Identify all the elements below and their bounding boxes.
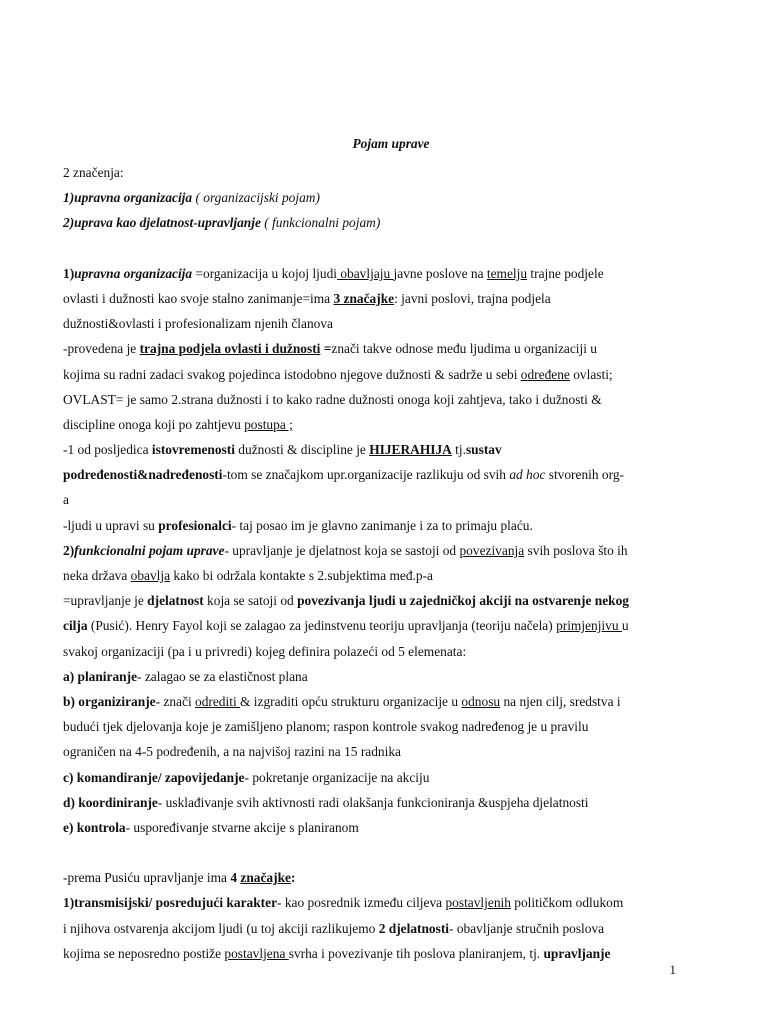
text-run: javne poslove na [393, 265, 487, 281]
text-run: -provedena je [63, 341, 140, 357]
text-line [63, 462, 719, 487]
text-run: i njihova ostvarenja akcijom ljudi (u toj akciji razlikujemo [63, 920, 379, 936]
text-line [63, 765, 719, 790]
text-run: znači takve odnose među ljudima u organizaciji u [331, 341, 597, 357]
text-run: ovlasti; [569, 366, 613, 382]
text-run: neka država [63, 568, 131, 583]
text-run: obavlja [130, 568, 171, 583]
text-run: povezivanja [459, 542, 525, 558]
text-run: 2)uprava kao djelatnost-upravljanje [63, 215, 261, 231]
text-run: - znači [155, 693, 196, 709]
text-line [63, 437, 719, 462]
text-run: a [63, 492, 69, 508]
text-line [63, 664, 719, 689]
text-run: : [290, 870, 296, 886]
text-run: : javni poslovi, trajna podjela [394, 290, 551, 306]
text-run: određene [520, 366, 570, 382]
text-run: kojima su radni zadaci svakog pojedinca istodobno njegove dužnosti & sadrže u sebi [63, 366, 521, 382]
text-line [63, 185, 719, 210]
text-run: upravljanje [543, 945, 611, 961]
text-run: kojima se neposredno postiže [63, 945, 225, 961]
text-run: temelju [486, 265, 528, 281]
text-run: c) komandiranje/ zapovijedanje [63, 769, 245, 785]
text-run: u [621, 618, 629, 634]
text-run: - uspoređivanje stvarne akcije s planiranom [125, 819, 359, 835]
text-line [63, 387, 719, 412]
text-run: svih poslova što ih [524, 542, 628, 558]
text-run: stvorenih org- [545, 467, 624, 483]
text-run: =organizacija u kojoj ljudi [192, 265, 337, 281]
text-run: političkom odlukom [510, 895, 624, 911]
text-run: 2) [63, 542, 75, 558]
text-run: trajne podjele [527, 265, 604, 281]
text-run: a) planiranje [63, 668, 138, 684]
text-line [63, 336, 719, 361]
text-line [63, 160, 719, 185]
text-line [63, 865, 719, 890]
text-run: 2 značenja: [63, 165, 124, 180]
text-line [63, 563, 719, 588]
text-run: na njen cilj, sredstva i [500, 693, 621, 709]
text-line [63, 487, 719, 512]
text-run: 2 djelatnosti [378, 920, 450, 936]
text-run: - zalagao se za elastičnost plana [137, 668, 308, 684]
text-run: upravna organizacija [74, 265, 193, 281]
text-line [63, 261, 719, 286]
text-run: 1)upravna organizacija [63, 190, 193, 206]
text-run: 4 [230, 870, 241, 886]
blank-line [63, 840, 719, 865]
text-run: sustav [465, 442, 502, 458]
page-title: Pojam uprave [352, 136, 430, 151]
text-line [63, 639, 719, 664]
text-line [63, 538, 719, 563]
text-run: 3 značajke [333, 290, 395, 306]
text-run: b) organiziranje [63, 693, 156, 709]
text-run: - obavljanje stručnih poslova [449, 920, 605, 936]
text-line [63, 412, 719, 437]
text-run: kako bi održala kontakte s 2.subjektima međ.p-a [170, 568, 433, 583]
document-body [63, 133, 719, 966]
text-lines [63, 160, 719, 966]
text-run: trajna podjela ovlasti i dužnosti [139, 341, 321, 357]
text-run: ad hoc [509, 467, 546, 483]
blank-line [63, 236, 719, 261]
text-run: tj. [451, 442, 466, 458]
text-run: - pokretanje organizacije na akciju [244, 769, 430, 785]
text-run: - taj posao im je glavno zanimanje i za to primaju plaću. [231, 517, 533, 533]
text-run: 1)transmisijski/ posredujući karakter [63, 895, 278, 911]
text-run: odnosu [461, 693, 501, 709]
text-run: odrediti [195, 693, 241, 709]
text-line [63, 916, 719, 941]
text-line [63, 311, 719, 336]
text-run: cilja [63, 618, 88, 634]
text-run: = [320, 341, 332, 357]
text-run: - kao posrednik između ciljeva [277, 895, 446, 911]
text-line [63, 815, 719, 840]
text-run: profesionalci [158, 517, 232, 533]
text-line [63, 210, 719, 235]
text-run: ovlasti i dužnosti kao svoje stalno zanimanje=ima [63, 290, 334, 306]
text-run: istovremenosti [151, 442, 235, 458]
text-run: dužnosti&ovlasti i profesionalizam njenih članova [63, 316, 333, 332]
text-run: postavljenih [445, 895, 511, 911]
page-number: 1 [669, 962, 676, 977]
text-run: primjenjivu [556, 618, 622, 634]
text-run: & izgraditi opću strukturu organizacije u [240, 693, 462, 709]
text-run: -prema Pusiću upravljanje ima [63, 870, 231, 886]
text-run: koja se satoji od [203, 593, 298, 609]
text-run: ( organizacijski pojam) [192, 190, 320, 206]
text-run: povezivanja ljudi u zajedničkoj akciji na ostvarenje nekog [297, 593, 629, 609]
text-run: d) koordiniranje [63, 794, 158, 810]
text-run: budući tjek djelovanja koje je zamišljeno planom; raspon kontrole svakog nadređenog je u pravilu [63, 719, 589, 735]
text-run: 1) [63, 265, 75, 281]
text-run: postavljena [224, 945, 289, 961]
text-run: djelatnost [147, 593, 204, 609]
text-run: -1 od posljedica [63, 442, 152, 458]
text-run: OVLAST= je samo 2.strana dužnosti i to kako radne dužnosti onoga koji zahtjeva, tako i dužnosti & [63, 391, 602, 407]
text-run: (Pusić). Henry Fayol koji se zalagao za jedinstvenu teoriju upravljanja (teoriju načela) [87, 618, 557, 634]
text-line [63, 790, 719, 815]
text-line [63, 941, 719, 966]
text-run: =upravljanje je [63, 593, 148, 609]
text-run: dužnosti & discipline je [234, 442, 370, 458]
text-run: -ljudi u upravi su [63, 517, 159, 533]
text-line [63, 739, 719, 764]
text-line [63, 513, 719, 538]
text-run: značajke [240, 870, 291, 886]
text-run: postupa ; [244, 416, 293, 432]
text-run: discipline onoga koji po zahtjevu [63, 416, 245, 432]
text-run: podređenosti&nadređenosti [63, 467, 223, 483]
text-run: funkcionalni pojam uprave [74, 542, 225, 558]
text-line [63, 588, 719, 613]
text-line [63, 286, 719, 311]
text-line [63, 613, 719, 638]
text-run: svakoj organizaciji (pa i u privredi) kojeg definira polazeći od 5 elemenata: [63, 643, 467, 659]
text-run: ograničen na 4-5 podređenih, a na najvišoj razini na 15 radnika [63, 744, 401, 760]
text-line [63, 689, 719, 714]
text-run: HIJERAHIJA [369, 442, 452, 458]
text-run: - upravljanje je djelatnost koja se sastoji od [224, 542, 460, 558]
text-line [63, 890, 719, 915]
text-run: svrha i povezivanje tih poslova planiranjem, tj. [288, 945, 544, 961]
text-line [63, 362, 719, 387]
text-run: obavljaju [337, 265, 394, 281]
text-run: e) kontrola [63, 819, 126, 835]
text-line [63, 714, 719, 739]
text-run: -tom se značajkom upr.organizacije razlikuju od svih [222, 467, 510, 483]
text-run: - usklađivanje svih aktivnosti radi olakšanja funkcioniranja &uspjeha djelatnosti [157, 794, 589, 810]
text-run: ( funkcionalni pojam) [260, 215, 381, 231]
